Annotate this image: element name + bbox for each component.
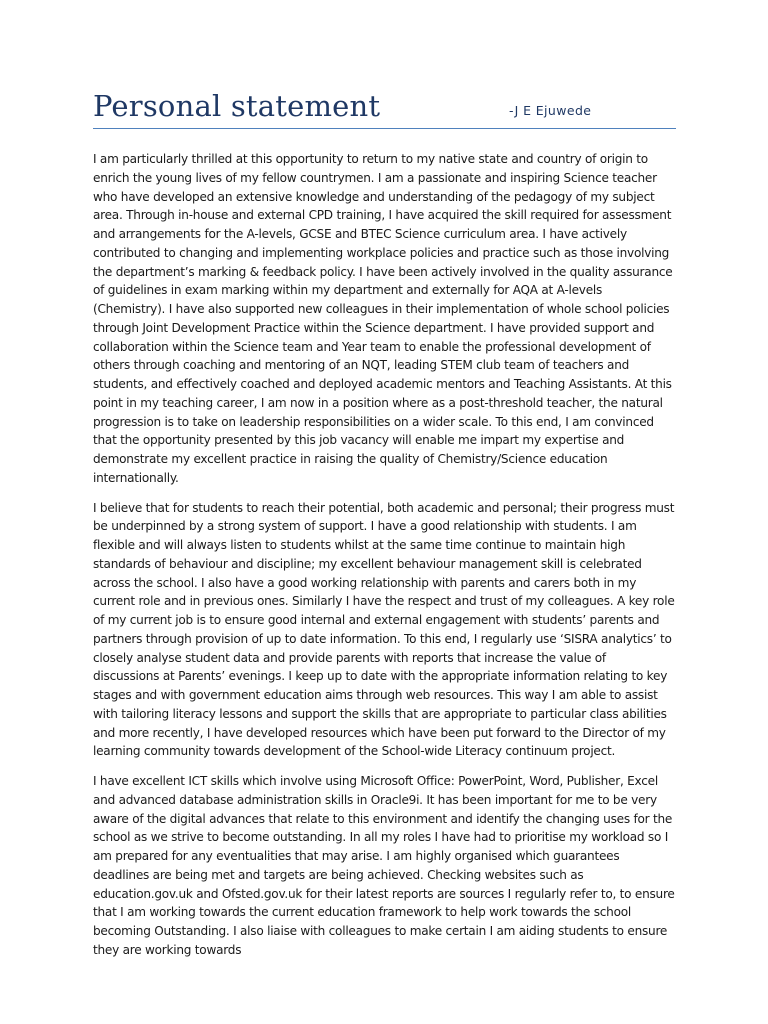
paragraph-3: I have excellent ICT skills which involve using Microsoft Office: PowerPoint, Word, Publisher, Excel and advanced database administration skills in Oracle9i. It has been important for me to be very aware of the digital advances that relate to this environment and identify the changing uses for the school as we strive to become outstanding. In all my roles I have had to prioritise my workload so I am prepared for any eventualities that may arise. I am highly organised which guarantees deadlines are being met and targets are being achieved. Checking websites such as education.gov.uk and Ofsted.gov.uk for their latest reports are sources I regularly refer to, to ensure that I am working towards the current education framework to help work towards the school becoming Outstanding. I also liaise with colleagues to make certain I am aiding students to ensure they are working towards <box>93 774 675 957</box>
document-author: -J E Ejuwede <box>509 103 592 118</box>
paragraph-1: I am particularly thrilled at this opportunity to return to my native state and country of origin to enrich the young lives of my fellow countrymen. I am a passionate and inspiring Science teacher who have developed an extensive knowledge and understanding of the pedagogy of my subject area. Through in-house and external CPD training, I have acquired the skill required for assessment and arrangements for the A-levels, GCSE and BTEC Science curriculum area. I have actively contributed to changing and implementing workplace policies and practice such as those involving the department’s marking & feedback policy. I have been actively involved in the quality assurance of guidelines in exam marking within my department and externally for AQA at A-levels (Chemistry). I have also supported new colleagues in their implementation of whole school policies through Joint Development Practice within the Science department. I have provided support and collaboration within the Science team and Year team to enable the professional development of others through coaching and mentoring of an NQT, leading STEM club team of teachers and students, and effectively coached and deployed academic mentors and Teaching Assistants. At this point in my teaching career, I am now in a position where as a post-threshold teacher, the natural progression is to take on leadership responsibilities on a wider scale. To this end, I am convinced that the opportunity presented by this job vacancy will enable me impart my expertise and demonstrate my excellent practice in raising the quality of Chemistry/Science education internationally. <box>93 152 673 485</box>
paragraph-2: I believe that for students to reach their potential, both academic and personal; their progress must be underpinned by a strong system of support. I have a good relationship with students. I am flexible and will always listen to students whilst at the same time continue to maintain high standards of behaviour and discipline; my excellent behaviour management skill is celebrated across the school. I also have a good working relationship with parents and carers both in my current role and in previous ones. Similarly I have the respect and trust of my colleagues. A key role of my current job is to ensure good internal and external engagement with students’ parents and partners through provision of up to date information. To this end, I regularly use ‘SISRA analytics’ to closely analyse student data and provide parents with reports that increase the value of discussions at Parents’ evenings. I keep up to date with the appropriate information relating to key stages and with government education aims through web resources. This way I am able to assist with tailoring literacy lessons and support the skills that are appropriate to particular class abilities and more recently, I have developed resources which have been put forward to the Director of my learning community towards development of the School-wide Literacy continuum project. <box>93 500 675 759</box>
document-body <box>93 150 675 971</box>
heading-row <box>93 88 676 128</box>
title-divider <box>93 128 676 129</box>
document-title: Personal statement <box>93 89 381 123</box>
